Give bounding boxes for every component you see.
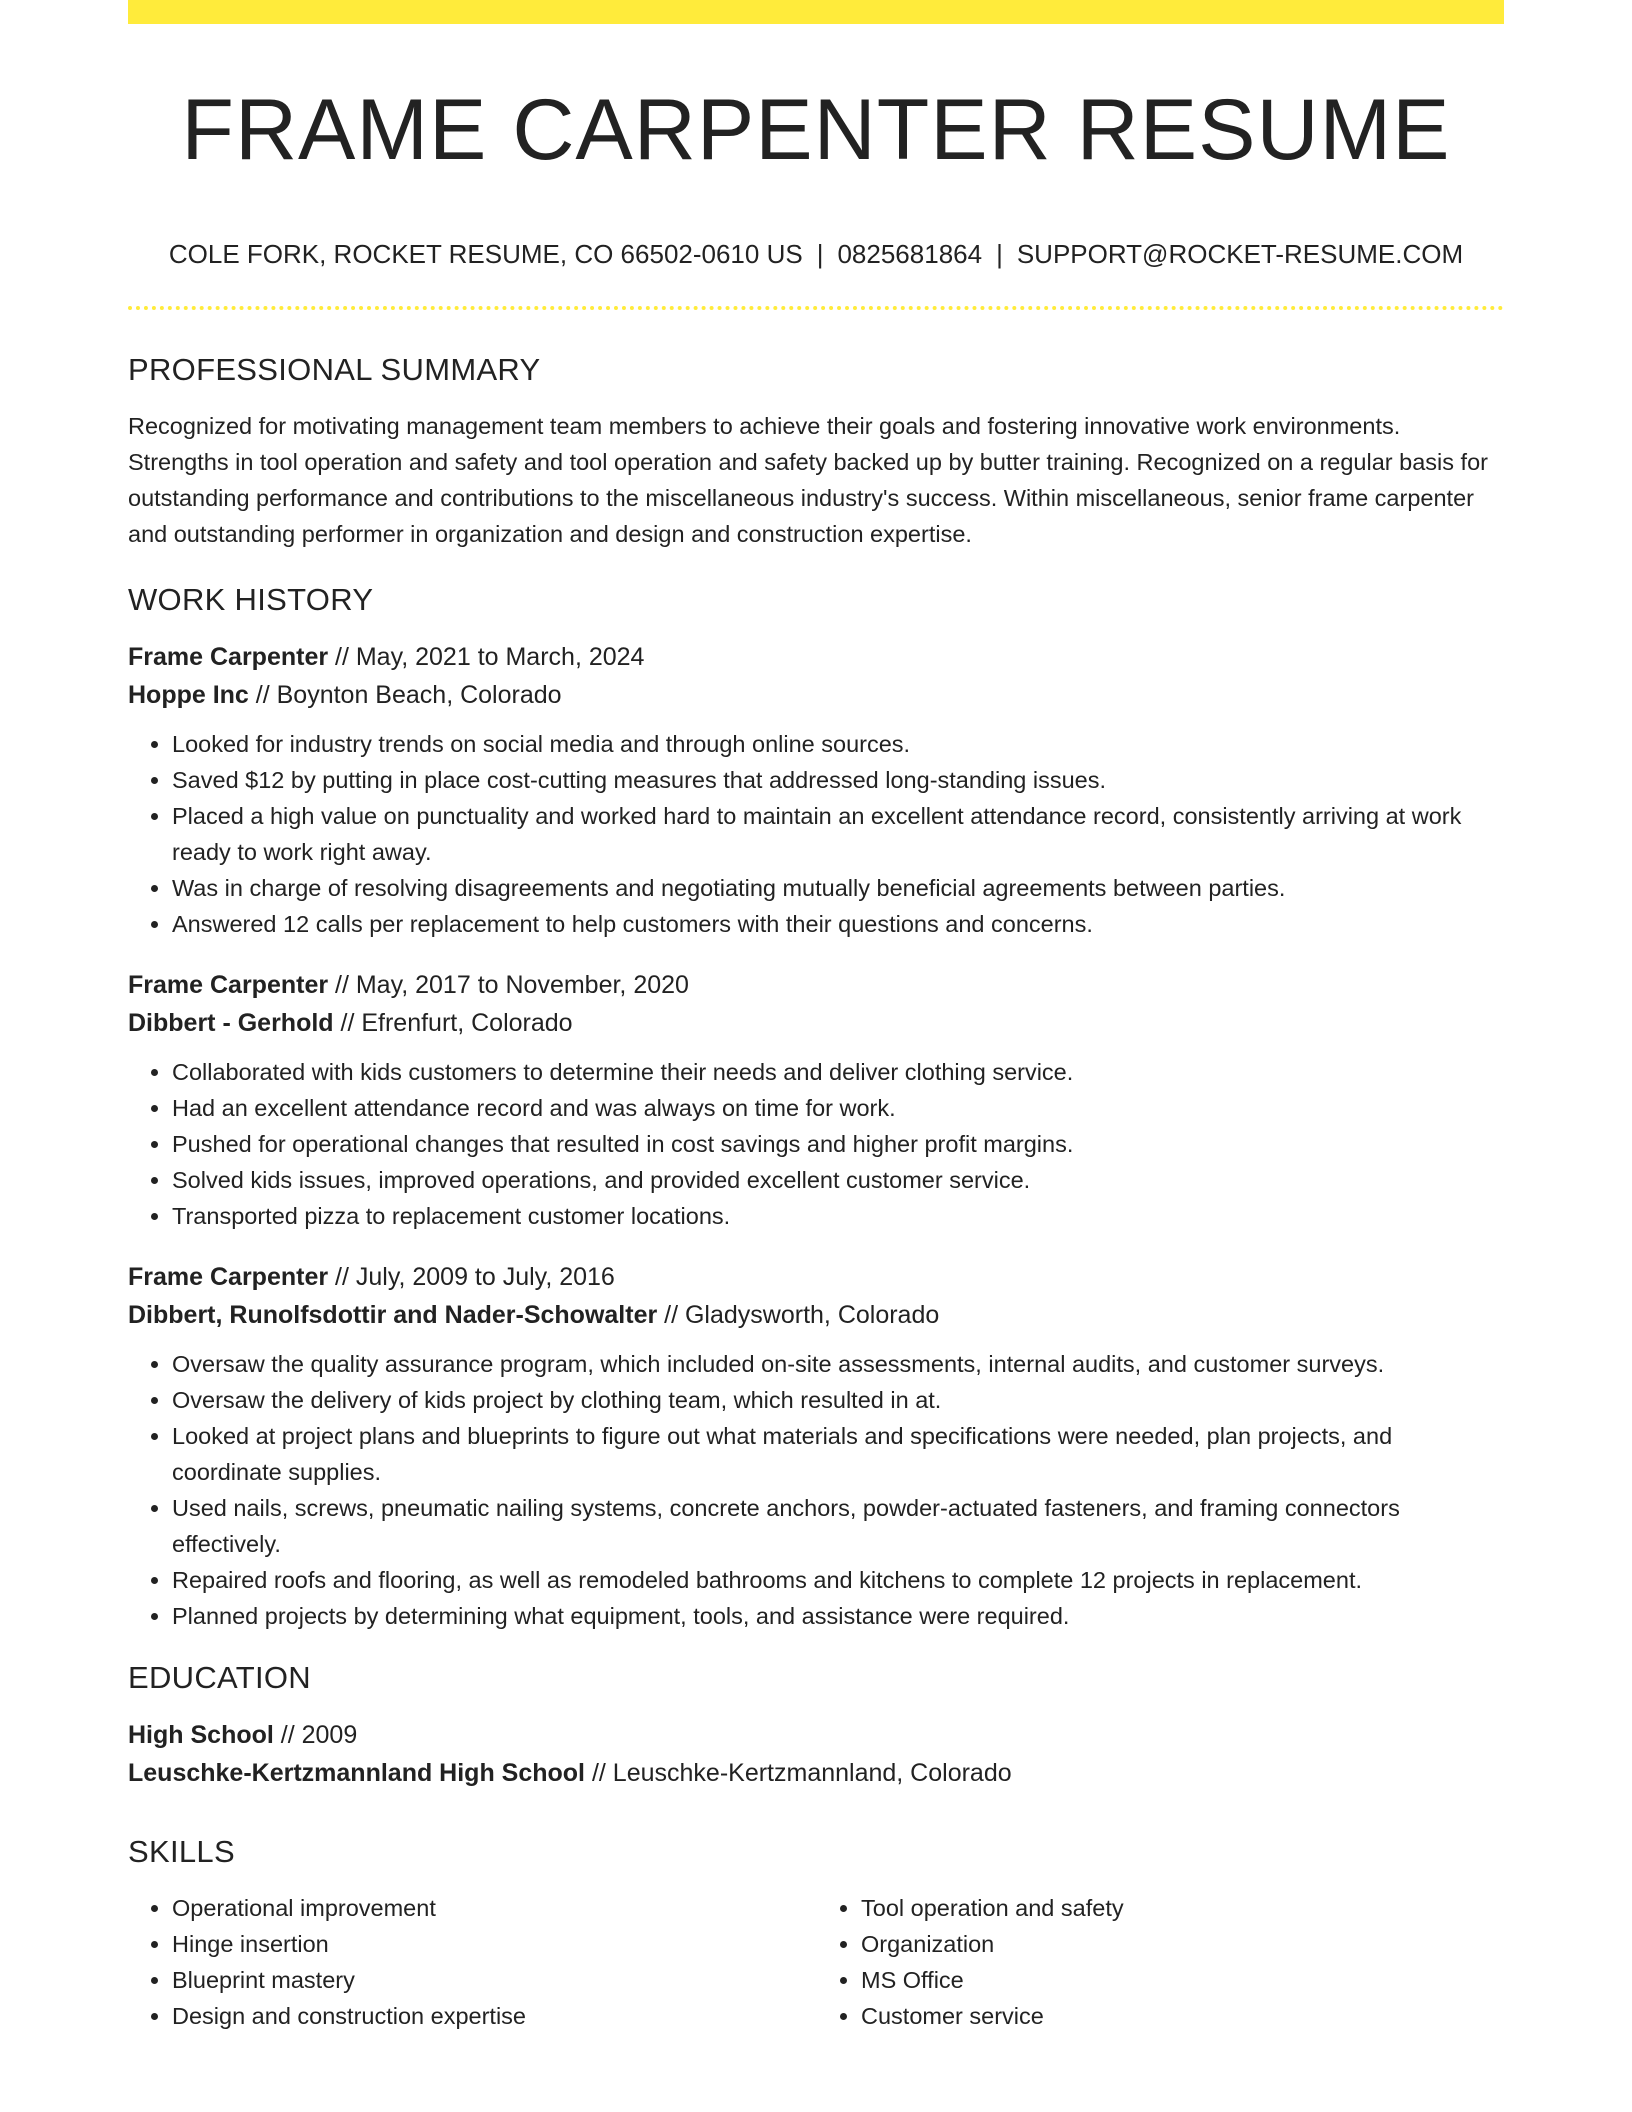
list-item: • Customer service [861, 1998, 1504, 2034]
job-entry [128, 638, 1504, 942]
summary-heading: PROFESSIONAL SUMMARY [128, 352, 541, 387]
work-history-heading: WORK HISTORY [128, 582, 374, 617]
list-item: • Answered 12 calls per replacement to help customers with their questions and concerns. [172, 906, 1504, 942]
list-item: • Planned projects by determining what equipment, tools, and assistance were required. [172, 1598, 1504, 1634]
job-title-line [128, 638, 1504, 676]
education-year: // 2009 [273, 1721, 358, 1749]
dotted-divider [128, 306, 1504, 310]
job-bullets [128, 726, 1504, 942]
list-item: • Placed a high value on punctuality and worked hard to maintain an excellent attendance record, consistently arriving at work ready to work right away. [172, 798, 1504, 870]
top-accent-bar [128, 0, 1504, 24]
education-degree: High School [128, 1721, 274, 1749]
job-location: // Gladysworth, Colorado [657, 1301, 940, 1329]
list-item: • Saved $12 by putting in place cost-cutting measures that addressed long-standing issues. [172, 762, 1504, 798]
job-company: Dibbert - Gerhold [128, 1009, 334, 1037]
job-company: Hoppe Inc [128, 681, 249, 709]
contact-line [128, 236, 1504, 272]
education-school-line [128, 1754, 1504, 1792]
list-item: • Looked at project plans and blueprints to figure out what materials and specifications were needed, plan projects, and coordinate supplies. [172, 1418, 1504, 1490]
job-title-line [128, 966, 1504, 1004]
skills-left-list [128, 1890, 815, 2034]
job-bullets [128, 1054, 1504, 1234]
skills-section [128, 1832, 1504, 2034]
job-location: // Efrenfurt, Colorado [333, 1009, 573, 1037]
resume-content [128, 350, 1504, 2034]
list-item: • Transported pizza to replacement customer locations. [172, 1198, 1504, 1234]
skills-right-list [815, 1890, 1504, 2034]
list-item: • Was in charge of resolving disagreements and negotiating mutually beneficial agreements between parties. [172, 870, 1504, 906]
list-item: • Organization [861, 1926, 1504, 1962]
education-school: Leuschke-Kertzmannland High School [128, 1759, 586, 1787]
job-entry [128, 1258, 1504, 1634]
list-item: • Operational improvement [172, 1890, 815, 1926]
job-dates: // May, 2021 to March, 2024 [328, 643, 645, 671]
contact-separator: | [816, 239, 824, 269]
job-bullets [128, 1346, 1504, 1634]
list-item: • Repaired roofs and flooring, as well as remodeled bathrooms and kitchens to complete 12 projects in replacement. [172, 1562, 1504, 1598]
education-location: // Leuschke-Kertzmannland, Colorado [585, 1759, 1012, 1787]
work-history-section [128, 580, 1504, 1634]
list-item: • Design and construction expertise [172, 1998, 815, 2034]
list-item: • Collaborated with kids customers to determine their needs and deliver clothing service. [172, 1054, 1504, 1090]
job-title-line [128, 1258, 1504, 1296]
list-item: • Oversaw the quality assurance program, which included on-site assessments, internal audits, and customer surveys. [172, 1346, 1504, 1382]
list-item: • Used nails, screws, pneumatic nailing systems, concrete anchors, powder-actuated fasteners, and framing connectors effectively. [172, 1490, 1504, 1562]
job-dates: // July, 2009 to July, 2016 [328, 1263, 615, 1291]
job-company-line [128, 1004, 1504, 1042]
job-location: // Boynton Beach, Colorado [248, 681, 562, 709]
list-item: • Looked for industry trends on social media and through online sources. [172, 726, 1504, 762]
resume-title: FRAME CARPENTER RESUME [181, 82, 1451, 178]
job-dates: // May, 2017 to November, 2020 [328, 971, 689, 999]
job-title: Frame Carpenter [128, 1263, 329, 1291]
list-item: • MS Office [861, 1962, 1504, 1998]
education-degree-line [128, 1716, 1504, 1754]
education-section [128, 1658, 1504, 1792]
job-company: Dibbert, Runolfsdottir and Nader-Schowalter [128, 1301, 658, 1329]
job-entry [128, 966, 1504, 1234]
list-item: • Oversaw the delivery of kids project by clothing team, which resulted in at. [172, 1382, 1504, 1418]
job-title: Frame Carpenter [128, 643, 329, 671]
contact-separator: | [996, 239, 1003, 269]
contact-address: COLE FORK, ROCKET RESUME, CO 66502-0610 US [168, 239, 803, 269]
contact-email[interactable]: SUPPORT@ROCKET-RESUME.COM [1016, 239, 1464, 269]
summary-text: Recognized for motivating management team members to achieve their goals and fostering innovative work environments. Strengths in tool operation and safety and tool operation and safety backed up by butter training. Recognized on a regular basis for outstanding performance and contributions to the miscellaneous industry's success. Within miscellaneous, senior frame carpenter and outstanding performer in organization and design and construction expertise. [128, 413, 1488, 547]
list-item: • Tool operation and safety [861, 1890, 1504, 1926]
contact-phone[interactable]: 0825681864 [837, 239, 983, 269]
list-item: • Solved kids issues, improved operations, and provided excellent customer service. [172, 1162, 1504, 1198]
job-company-line [128, 1296, 1504, 1334]
summary-section [128, 350, 1504, 552]
list-item: • Blueprint mastery [172, 1962, 815, 1998]
skills-columns [128, 1890, 1504, 2034]
list-item: • Pushed for operational changes that resulted in cost savings and higher profit margins. [172, 1126, 1504, 1162]
job-company-line [128, 676, 1504, 714]
job-title: Frame Carpenter [128, 971, 329, 999]
list-item: • Had an excellent attendance record and was always on time for work. [172, 1090, 1504, 1126]
list-item: • Hinge insertion [172, 1926, 815, 1962]
skills-heading: SKILLS [128, 1834, 235, 1869]
education-heading: EDUCATION [128, 1660, 311, 1695]
